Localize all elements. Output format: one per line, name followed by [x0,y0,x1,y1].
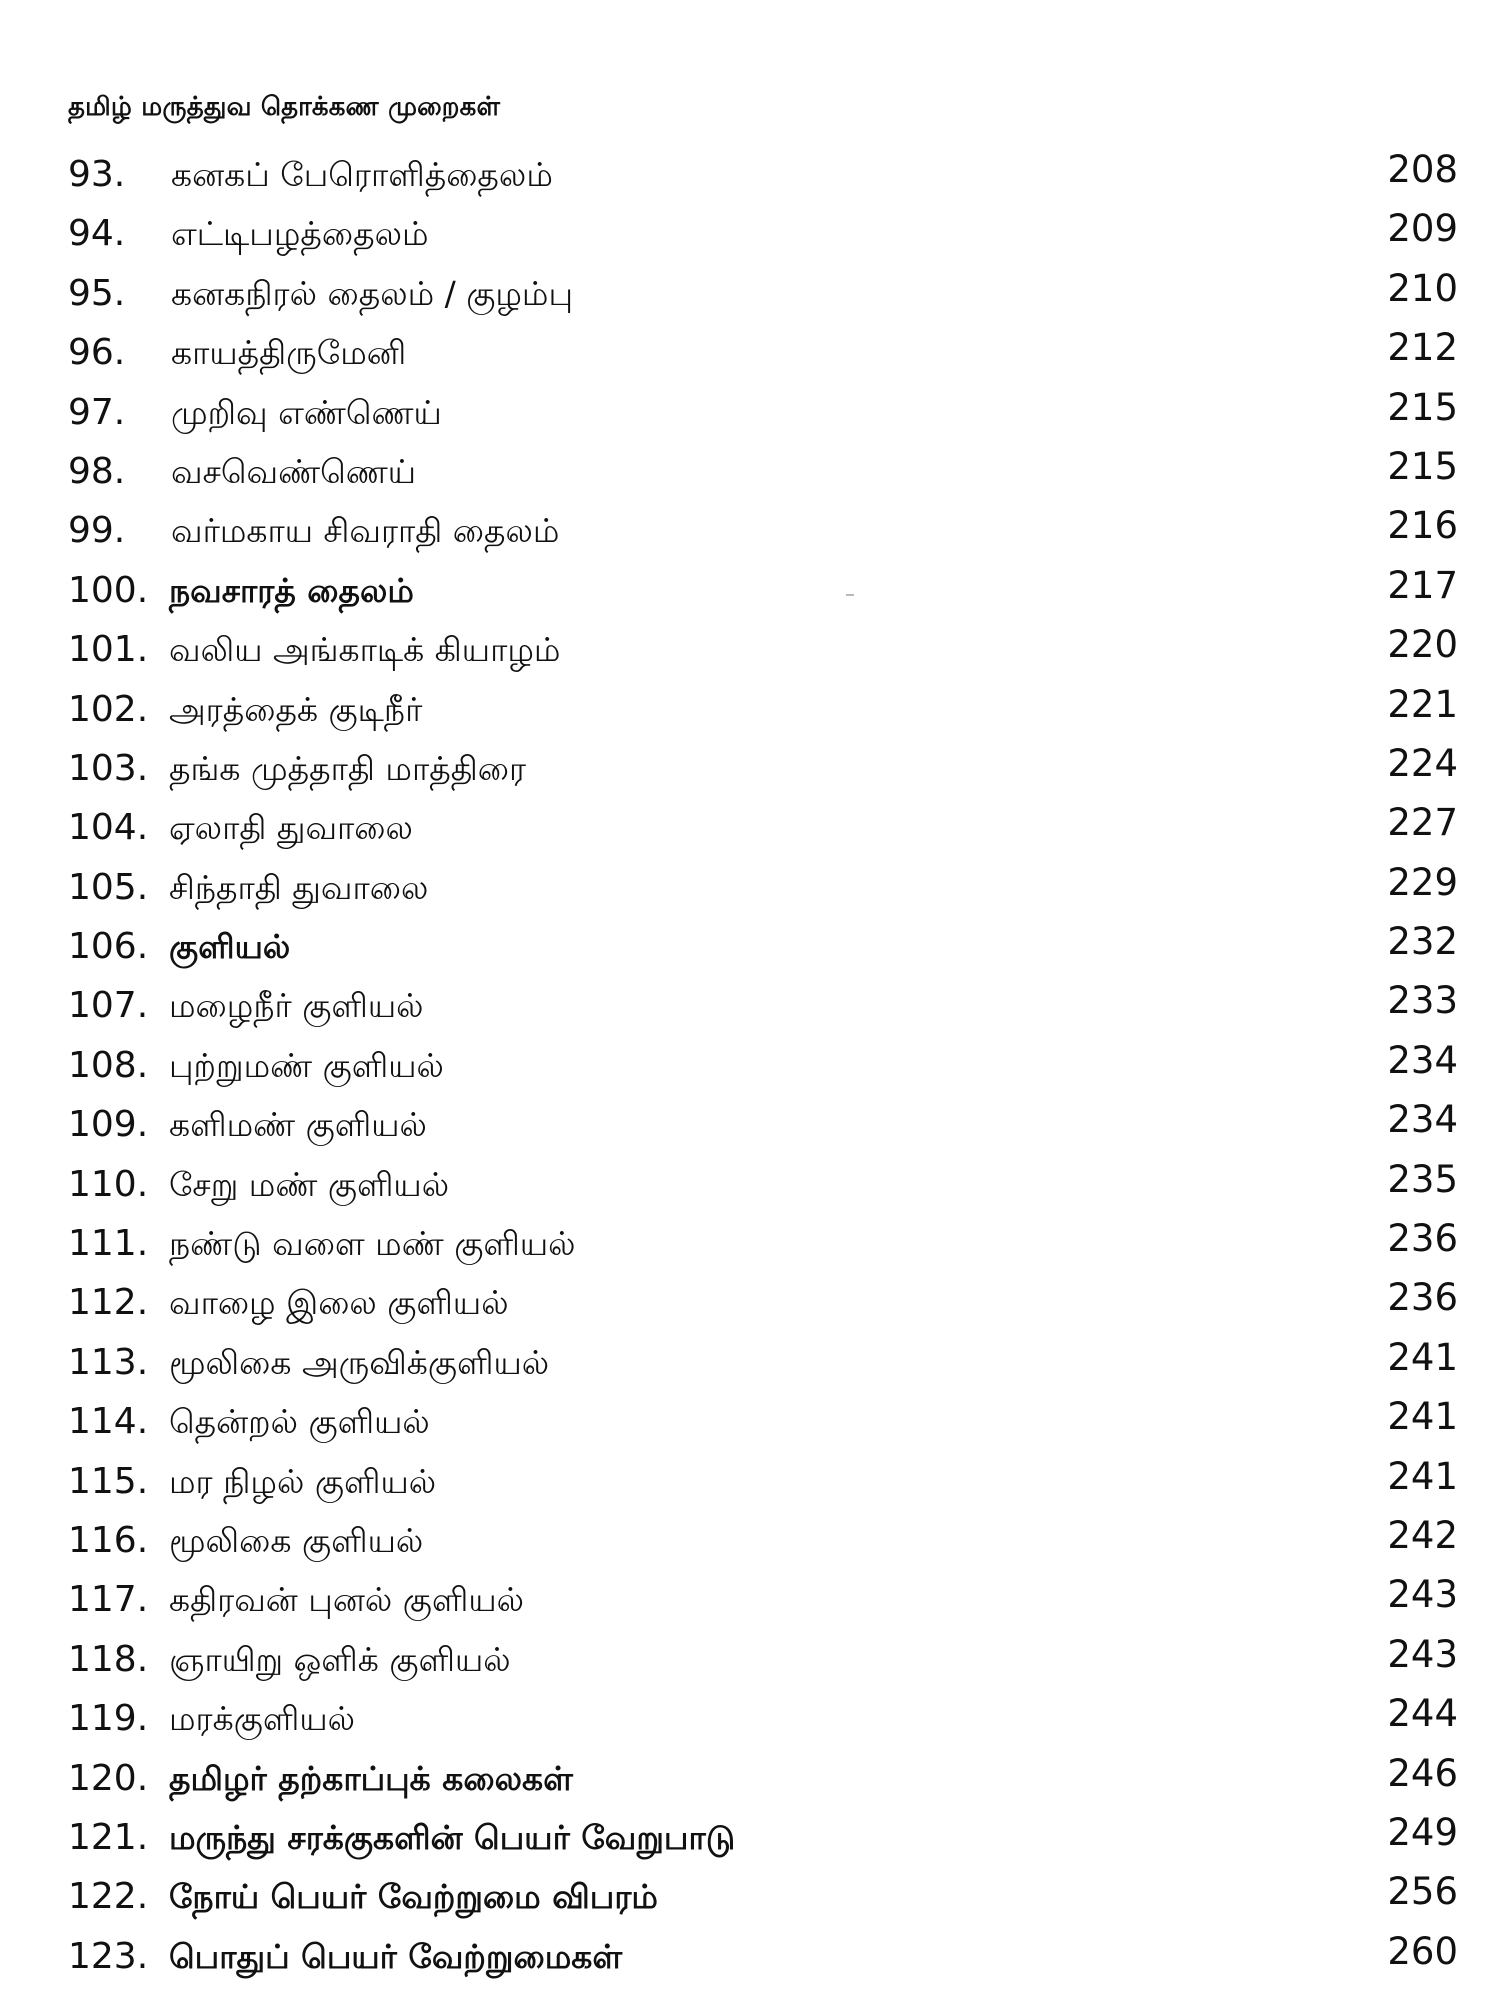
toc-entry [68,1276,1458,1335]
entry-number: 116. [68,1519,149,1561]
entry-title: கனகநிரல் தைலம் / குழம்பு [171,273,574,313]
toc-entry [68,445,1458,504]
toc-entry [68,1395,1458,1454]
entry-page-number: 210 [1387,266,1458,310]
entry-page-number: 209 [1387,207,1458,251]
entry-number: 118. [68,1638,149,1680]
toc-entry [68,1217,1458,1276]
entry-number: 121. [68,1816,149,1858]
entry-number: 98. [68,450,126,492]
entry-page-number: 242 [1387,1513,1458,1557]
entry-title: எட்டிபழத்தைலம் [171,214,429,254]
entry-number: 119. [68,1698,149,1740]
toc-entry [68,1633,1458,1692]
toc-entry [68,1870,1458,1929]
entry-number: 115. [68,1460,149,1502]
entry-page-number: 216 [1387,504,1458,548]
entry-number: 109. [68,1104,149,1146]
entry-title: மருந்து சரக்குகளின் பெயர் வேறுபாடு [169,1817,736,1857]
entry-number: 95. [68,272,126,314]
entry-page-number: 221 [1387,682,1458,726]
toc-entry [68,1336,1458,1395]
entry-title: வர்மகாய சிவராதி தைலம் [171,511,560,551]
toc-entry [68,207,1458,266]
toc-entry [68,148,1458,207]
entry-page-number: 256 [1387,1870,1458,1914]
entry-number: 104. [68,807,149,849]
entry-number: 108. [68,1044,149,1086]
entry-number: 114. [68,1401,149,1443]
entry-page-number: 234 [1387,1038,1458,1082]
toc-entry [68,1752,1458,1811]
entry-title: மூலிகை குளியல் [169,1520,424,1560]
entry-page-number: 234 [1387,1098,1458,1142]
entry-page-number: 232 [1387,920,1458,964]
entry-number: 103. [68,747,149,789]
entry-title: சேறு மண் குளியல் [169,1164,450,1204]
toc-entry [68,979,1458,1038]
entry-title: நவசாரத் தைலம் [169,570,414,610]
entry-page-number: 243 [1387,1632,1458,1676]
entry-title: தென்றல் குளியல் [169,1402,430,1442]
entry-number: 111. [68,1223,149,1265]
entry-title: மழைநீர் குளியல் [169,986,424,1026]
entry-title: மூலிகை அருவிக்குளியல் [169,1342,550,1382]
entry-page-number: 212 [1387,326,1458,370]
toc-entry [68,1039,1458,1098]
entry-number: 113. [68,1341,149,1383]
entry-page-number: 227 [1387,801,1458,845]
entry-number: 123. [68,1935,149,1977]
toc-entry [68,920,1458,979]
entry-title: கதிரவன் புனல் குளியல் [169,1580,525,1620]
entry-title: வலிய அங்காடிக் கியாழம் [169,630,561,670]
entry-number: 117. [68,1579,149,1621]
entry-page-number: 215 [1387,385,1458,429]
toc-entry [68,742,1458,801]
entry-page-number: 215 [1387,444,1458,488]
toc-entry [68,1811,1458,1870]
entry-number: 100. [68,569,149,611]
entry-page-number: 224 [1387,741,1458,785]
entry-number: 93. [68,154,126,195]
entry-number: 120. [68,1757,149,1799]
entry-title: தமிழர் தற்காப்புக் கலைகள் [169,1758,573,1798]
entry-page-number: 241 [1387,1335,1458,1379]
entry-page-number: 241 [1387,1395,1458,1439]
entry-page-number: 260 [1387,1929,1458,1973]
toc-entry [68,1692,1458,1751]
entry-title: வசவெண்ணெய் [171,451,417,491]
entry-number: 122. [68,1876,149,1918]
table-of-contents [68,148,1458,1989]
entry-title: மர நிழல் குளியல் [169,1461,437,1501]
entry-title: முறிவு எண்ணெய் [171,392,442,432]
toc-entry [68,1455,1458,1514]
toc-entry [68,683,1458,742]
entry-page-number: 208 [1387,148,1458,191]
entry-title: மரக்குளியல் [169,1699,356,1739]
entry-page-number: 236 [1387,1276,1458,1320]
entry-number: 97. [68,391,126,433]
entry-number: 102. [68,688,149,730]
entry-number: 106. [68,926,149,968]
entry-title: அரத்தைக் குடிநீர் [169,689,423,729]
entry-title: ஞாயிறு ஒளிக் குளியல் [169,1639,511,1679]
toc-entry [68,1573,1458,1632]
toc-entry [68,801,1458,860]
toc-entry [68,623,1458,682]
entry-page-number: 236 [1387,1217,1458,1261]
entry-title: சிந்தாதி துவாலை [169,867,429,907]
entry-title: பொதுப் பெயர் வேற்றுமைகள் [169,1936,623,1976]
entry-page-number: 241 [1387,1454,1458,1498]
entry-title: காயத்திருமேனி [171,333,407,373]
scan-speck [846,594,854,596]
entry-number: 94. [68,213,126,255]
entry-number: 107. [68,985,149,1027]
entry-title: நண்டு வளை மண் குளியல் [169,1224,576,1264]
toc-entry [68,504,1458,563]
entry-page-number: 217 [1387,563,1458,607]
toc-entry [68,1930,1458,1989]
running-header: தமிழ் மருத்துவ தொக்கண முறைகள் [68,92,501,122]
toc-entry [68,1098,1458,1157]
entry-page-number: 235 [1387,1157,1458,1201]
toc-entry [68,1514,1458,1573]
toc-entry [68,386,1458,445]
toc-entry [68,1158,1458,1217]
toc-entry [68,861,1458,920]
entry-number: 99. [68,510,126,552]
entry-number: 96. [68,332,126,374]
entry-number: 105. [68,866,149,908]
entry-title: புற்றுமண் குளியல் [169,1045,444,1085]
entry-title: வாழை இலை குளியல் [169,1283,509,1323]
toc-entry [68,267,1458,326]
entry-number: 101. [68,629,149,671]
entry-page-number: 229 [1387,860,1458,904]
entry-title: குளியல் [169,927,291,967]
toc-entry [68,326,1458,385]
entry-title: நோய் பெயர் வேற்றுமை விபரம் [169,1877,658,1917]
entry-page-number: 249 [1387,1810,1458,1854]
entry-page-number: 233 [1387,979,1458,1023]
entry-page-number: 244 [1387,1692,1458,1736]
entry-title: தங்க முத்தாதி மாத்திரை [169,748,527,788]
entry-title: கனகப் பேரொளித்தைலம் [171,155,553,194]
entry-page-number: 220 [1387,623,1458,667]
entry-title: களிமண் குளியல் [169,1105,427,1145]
entry-title: ஏலாதி துவாலை [169,808,413,848]
entry-page-number: 246 [1387,1751,1458,1795]
entry-number: 112. [68,1282,149,1324]
toc-entry [68,564,1458,623]
entry-page-number: 243 [1387,1573,1458,1617]
entry-number: 110. [68,1163,149,1205]
